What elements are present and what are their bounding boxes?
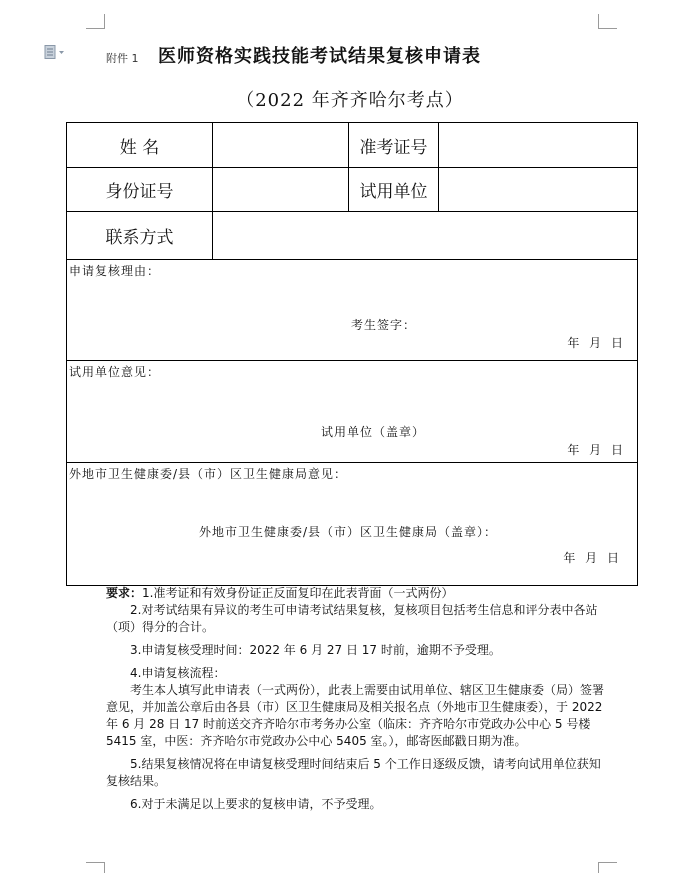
contact-field[interactable] [212, 211, 638, 260]
margin-mark-bottom-left [86, 862, 105, 873]
requirement-4-body: 考生本人填写此申请表（一式两份），此表上需要由试用单位、辖区卫生健康委（局）签署意见，并加盖公章后由各县（市）区卫生健康局及相关报名点（外地市卫生健康委），于 2022 年 6 月 28 日 17 时前送交齐齐哈尔市考务办公室（临床：齐齐哈尔市党政办公中心 5 号楼 5415 室，中医：齐齐哈尔市党政办公中心 5405 室。），邮寄医邮戳日期为准。 [106, 683, 605, 748]
requirements-section [106, 585, 606, 813]
requirement-6: 6.对于未满足以上要求的复核申请，不予受理。 [130, 797, 382, 811]
reason-date: 年 月 日 [567, 336, 623, 350]
requirement-1: 1.准考证和有效身份证正反面复印在此表背面（一式两份） [142, 586, 454, 600]
name-label: 姓 名 [119, 137, 160, 158]
trial-unit-label: 试用单位 [359, 182, 428, 202]
id-card-label-cell [66, 167, 213, 212]
name-label-cell [66, 122, 213, 168]
contact-label-cell [66, 211, 213, 260]
trial-unit-field[interactable] [438, 167, 638, 212]
id-card-field[interactable] [212, 167, 349, 212]
unit-opinion-label: 试用单位意见： [69, 365, 161, 379]
requirement-4-title: 4.申请复核流程： [130, 666, 226, 680]
unit-stamp-label: 试用单位（盖章） [321, 425, 426, 439]
health-opinion-section[interactable] [66, 462, 638, 586]
candidate-signature-label: 考生签字： [351, 318, 417, 332]
requirement-3: 3.申请复核受理时间：2022 年 6 月 27 日 17 时前，逾期不予受理。 [130, 643, 501, 657]
health-stamp-label: 外地市卫生健康委/县（市）区卫生健康局（盖章）： [199, 525, 498, 539]
exam-id-label: 准考证号 [359, 137, 428, 158]
requirements-heading: 要求： [106, 586, 143, 600]
health-date: 年 月 日 [563, 551, 619, 565]
reason-section[interactable] [66, 259, 638, 361]
requirement-2: 2.对考试结果有异议的考生可申请考试结果复核，复核项目包括考生信息和评分表中各站（项）得分的合计。 [106, 603, 598, 634]
id-card-label: 身份证号 [105, 182, 174, 202]
document-menu-icon[interactable] [44, 44, 66, 58]
health-opinion-label: 外地市卫生健康委/县（市）区卫生健康局意见： [69, 467, 348, 481]
name-field[interactable] [212, 122, 349, 168]
exam-id-field[interactable] [438, 122, 638, 168]
unit-opinion-section[interactable] [66, 360, 638, 463]
margin-mark-bottom-right [598, 862, 617, 873]
exam-id-label-cell [348, 122, 439, 168]
margin-mark-top-right [598, 14, 617, 29]
page-title: 医师资格实践技能考试结果复核申请表 [158, 46, 481, 67]
reason-label: 申请复核理由： [69, 264, 161, 278]
requirement-5: 5.结果复核情况将在申请复核受理时间结束后 5 个工作日逐级反馈，请考向试用单位获知复核结果。 [106, 757, 601, 788]
unit-date: 年 月 日 [567, 443, 623, 457]
attachment-label: 附件 1 [106, 52, 139, 65]
contact-label: 联系方式 [105, 228, 174, 248]
margin-mark-top-left [86, 14, 105, 29]
trial-unit-label-cell [348, 167, 439, 212]
page-subtitle: （2022 年齐齐哈尔考点） [236, 90, 464, 111]
